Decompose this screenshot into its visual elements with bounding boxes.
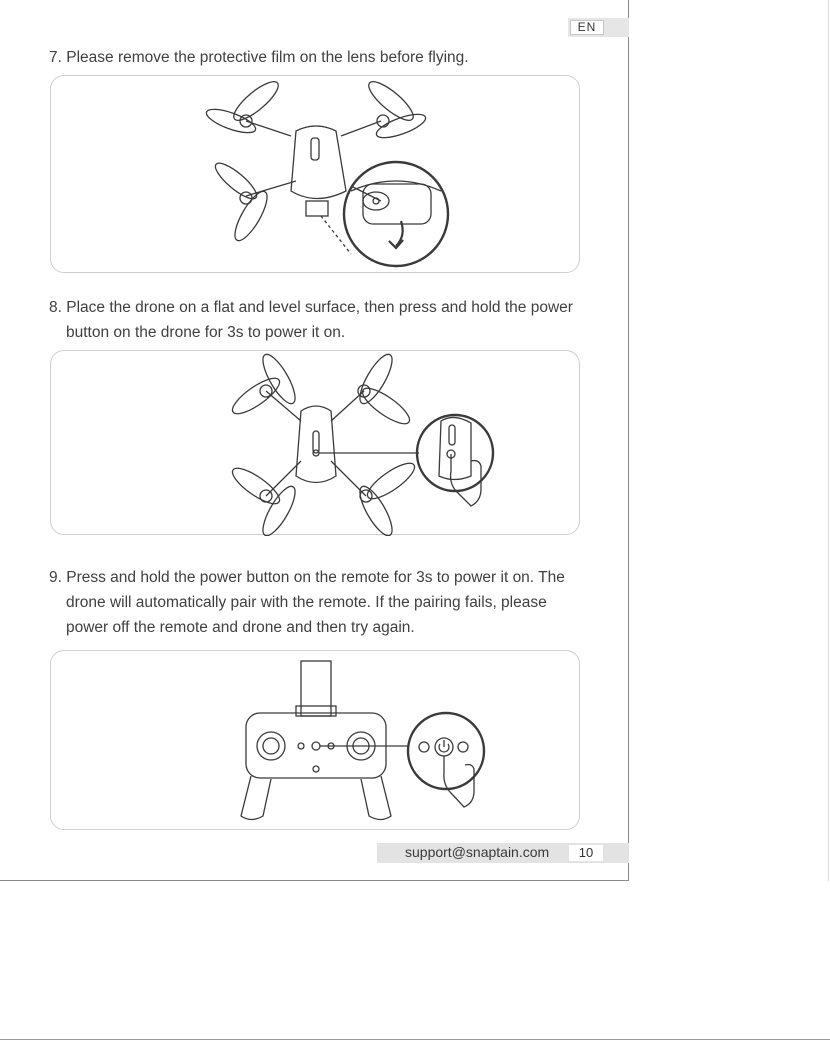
step-8-line-1: Place the drone on a flat and level surface, then press and hold the power	[66, 299, 573, 316]
language-label: EN	[570, 20, 604, 35]
step-8-text	[49, 295, 589, 345]
step-9-illustration-panel	[50, 650, 580, 830]
step-7-illustration-panel	[50, 75, 580, 273]
support-email: support@snaptain.com	[405, 844, 550, 860]
step-9-line-2: drone will automatically pair with the remote. If the pairing fails, please	[66, 594, 547, 611]
language-tab	[568, 18, 629, 37]
step-8-illustration-panel	[50, 350, 580, 535]
page-number: 10	[569, 845, 603, 861]
bottom-divider	[0, 1039, 830, 1040]
step-7-number: 7.	[49, 49, 62, 66]
step-9-text	[49, 565, 589, 640]
footer-bar	[377, 843, 629, 863]
step-7-line-1: Please remove the protective film on the lens before flying.	[66, 49, 469, 66]
step-8-line-2: button on the drone for 3s to power it on.	[66, 324, 346, 341]
step-8-number: 8.	[49, 299, 62, 316]
remote-power-button-illustration	[51, 651, 581, 831]
drone-power-button-illustration	[51, 351, 581, 536]
drone-lens-film-illustration	[51, 76, 581, 274]
step-9-line-1: Press and hold the power button on the remote for 3s to power it on. The	[66, 569, 565, 586]
step-9-number: 9.	[49, 569, 62, 586]
page-edge	[828, 0, 829, 881]
step-9-line-3: power off the remote and drone and then try again.	[66, 619, 415, 636]
step-7-text	[49, 45, 589, 70]
